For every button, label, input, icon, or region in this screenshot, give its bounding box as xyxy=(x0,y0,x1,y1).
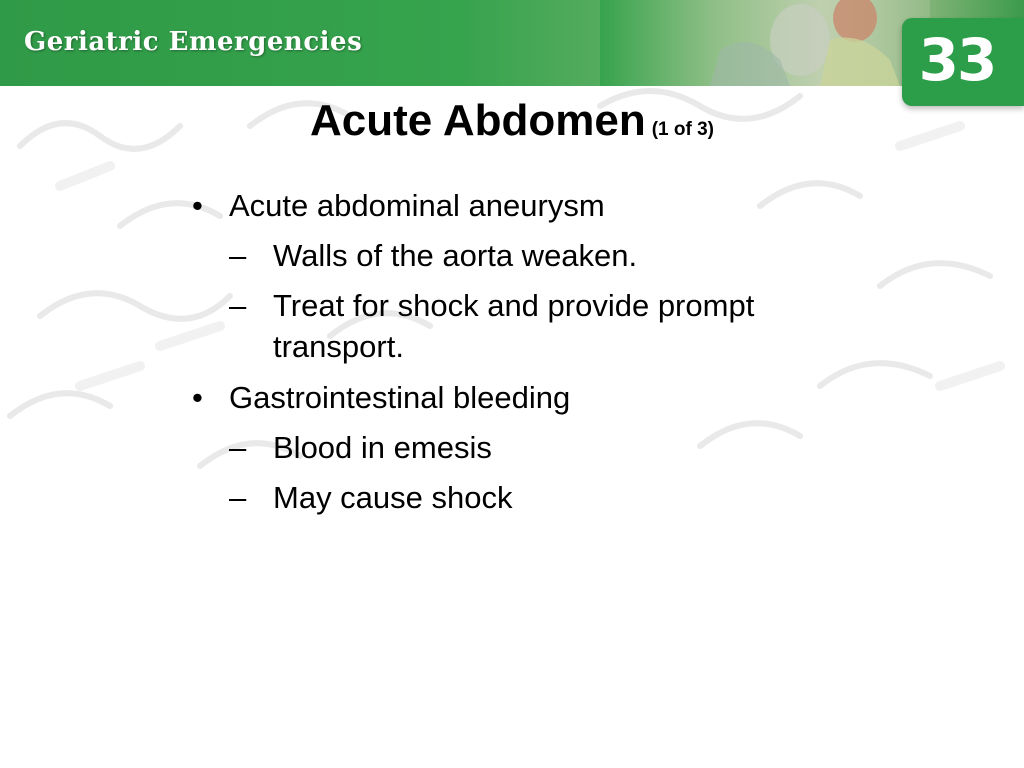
dash-icon: – xyxy=(229,480,247,515)
slide-title-note: (1 of 3) xyxy=(651,119,714,140)
sub-item xyxy=(229,477,866,518)
bullet-text: Gastrointestinal bleeding xyxy=(229,380,571,415)
sub-item xyxy=(229,235,866,276)
sub-list xyxy=(229,235,866,367)
bullet-icon: • xyxy=(192,380,203,415)
sub-item-text: Treat for shock and provide prompt transport. xyxy=(273,288,755,364)
bullet-item xyxy=(186,377,866,518)
sub-item xyxy=(229,285,866,367)
sub-item-text: Blood in emesis xyxy=(273,430,492,465)
sub-item-text: Walls of the aorta weaken. xyxy=(273,238,638,273)
sub-list xyxy=(229,427,866,518)
sub-item xyxy=(229,427,866,468)
bullet-item xyxy=(186,185,866,367)
dash-icon: – xyxy=(229,288,247,323)
content-list xyxy=(186,185,866,528)
dash-icon: – xyxy=(229,430,247,465)
dash-icon: – xyxy=(229,238,247,273)
slide-title-main: Acute Abdomen xyxy=(310,96,646,145)
course-title: Geriatric Emergencies xyxy=(24,27,363,57)
header-photo-graphic xyxy=(600,0,930,86)
header-photo xyxy=(600,0,930,86)
chapter-badge xyxy=(902,18,1024,106)
bullet-text: Acute abdominal aneurysm xyxy=(229,188,605,223)
bullet-icon: • xyxy=(192,188,203,223)
sub-item-text: May cause shock xyxy=(273,480,513,515)
slide-title xyxy=(0,96,1024,146)
chapter-number: 33 xyxy=(918,26,996,94)
